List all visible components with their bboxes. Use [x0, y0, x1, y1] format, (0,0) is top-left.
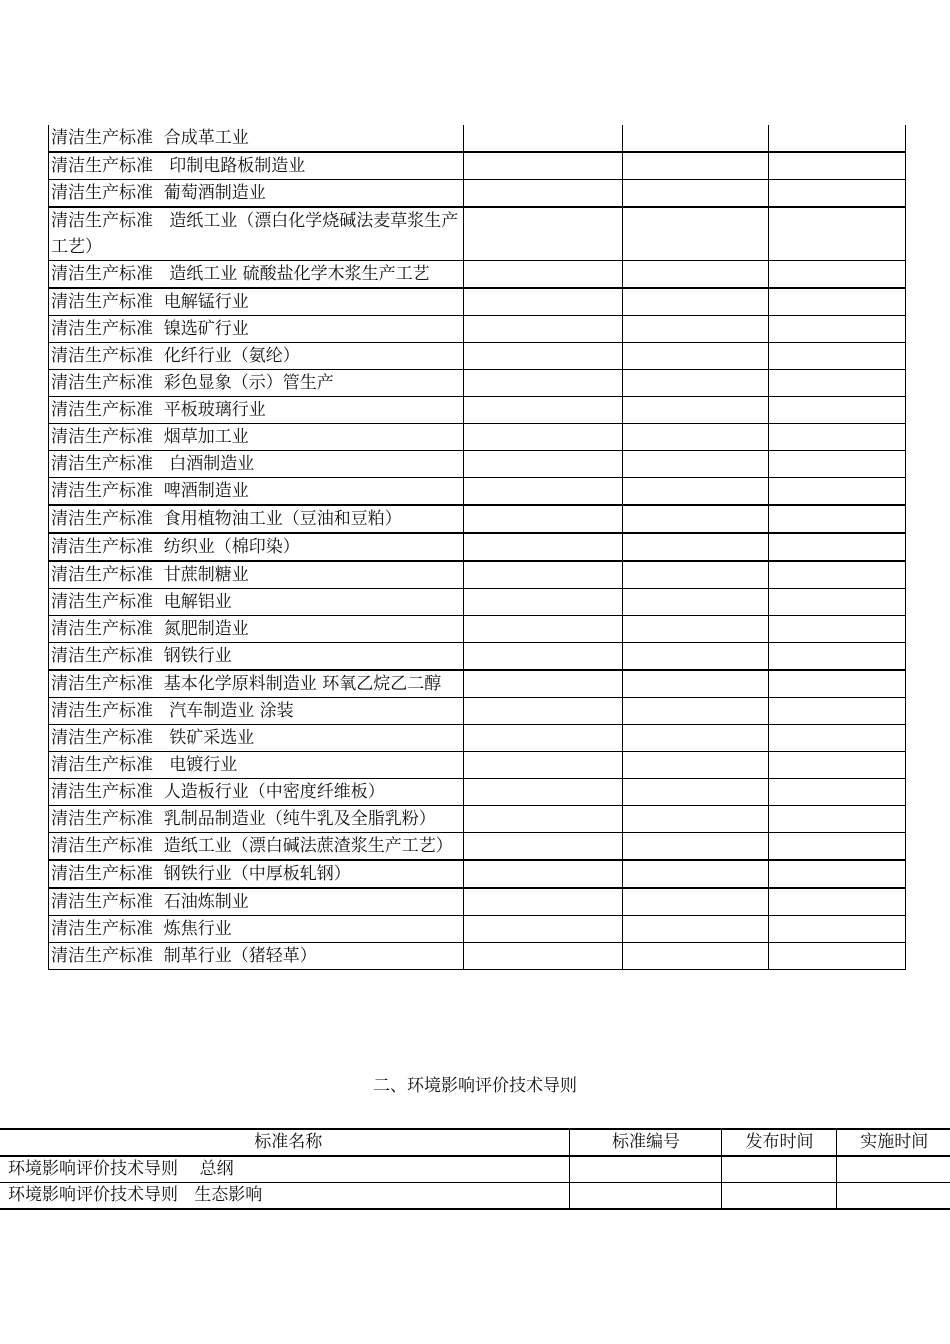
publish-date-cell	[623, 833, 769, 861]
header-standard-name: 标准名称	[0, 1129, 569, 1156]
table-row	[49, 670, 906, 698]
standard-number-cell	[569, 1156, 721, 1183]
standard-number-cell	[464, 533, 623, 561]
standard-number-cell	[464, 752, 623, 779]
standard-name-cell: 环境影响评价技术导则 生态影响	[0, 1183, 569, 1210]
table-row	[49, 888, 906, 916]
publish-date-cell	[623, 752, 769, 779]
standard-number-cell	[569, 1183, 721, 1210]
effective-date-cell	[769, 888, 906, 916]
table-row	[49, 451, 906, 478]
standard-number-cell	[464, 670, 623, 698]
effective-date-cell	[836, 1183, 950, 1210]
standard-name-cell: 环境影响评价技术导则 总纲	[0, 1156, 569, 1183]
standard-name-cell: 清洁生产标准 印制电路板制造业	[49, 152, 464, 180]
publish-date-cell	[623, 616, 769, 643]
publish-date-cell	[623, 207, 769, 261]
standard-number-cell	[464, 916, 623, 943]
standard-name-cell: 清洁生产标准 造纸工业（漂白化学烧碱法麦草浆生产工艺）	[49, 207, 464, 261]
publish-date-cell	[623, 152, 769, 180]
publish-date-cell	[623, 779, 769, 806]
effective-date-cell	[769, 451, 906, 478]
publish-date-cell	[623, 589, 769, 616]
standard-name-cell: 清洁生产标准 电镀行业	[49, 752, 464, 779]
standard-name-cell: 清洁生产标准 白酒制造业	[49, 451, 464, 478]
standard-number-cell	[464, 779, 623, 806]
standard-number-cell	[464, 316, 623, 343]
table-row	[49, 478, 906, 506]
effective-date-cell	[769, 643, 906, 671]
table-row	[49, 643, 906, 671]
effective-date-cell	[769, 261, 906, 289]
effective-date-cell	[769, 316, 906, 343]
standard-number-cell	[464, 833, 623, 861]
effective-date-cell	[769, 343, 906, 370]
standard-number-cell	[464, 180, 623, 208]
standard-number-cell	[464, 397, 623, 424]
table-row	[49, 589, 906, 616]
publish-date-cell	[623, 180, 769, 208]
standard-number-cell	[464, 589, 623, 616]
effective-date-cell	[769, 424, 906, 451]
effective-date-cell	[769, 616, 906, 643]
table-row	[49, 943, 906, 970]
standard-name-cell: 清洁生产标准 铁矿采选业	[49, 725, 464, 752]
standard-name-cell: 清洁生产标准 电解铝业	[49, 589, 464, 616]
standard-name-cell: 清洁生产标准 电解锰行业	[49, 288, 464, 316]
effective-date-cell	[769, 589, 906, 616]
standard-name-cell: 清洁生产标准 汽车制造业 涂装	[49, 698, 464, 725]
table-row	[49, 833, 906, 861]
standard-name-cell: 清洁生产标准 甘蔗制糖业	[49, 561, 464, 589]
standard-number-cell	[464, 561, 623, 589]
publish-date-cell	[623, 533, 769, 561]
standard-number-cell	[464, 505, 623, 533]
standard-number-cell	[464, 424, 623, 451]
publish-date-cell	[623, 343, 769, 370]
publish-date-cell	[623, 261, 769, 289]
standard-name-cell: 清洁生产标准 食用植物油工业（豆油和豆粕）	[49, 505, 464, 533]
standard-number-cell	[464, 261, 623, 289]
table-row	[49, 316, 906, 343]
standard-number-cell	[464, 725, 623, 752]
standard-name-cell: 清洁生产标准 造纸工业（漂白碱法蔗渣浆生产工艺）	[49, 833, 464, 861]
standard-name-cell: 清洁生产标准 化纤行业（氨纶）	[49, 343, 464, 370]
publish-date-cell	[623, 888, 769, 916]
table-row	[49, 424, 906, 451]
standard-number-cell	[464, 288, 623, 316]
table-row	[49, 207, 906, 261]
publish-date-cell	[623, 943, 769, 970]
effective-date-cell	[769, 860, 906, 888]
standard-name-cell: 清洁生产标准 烟草加工业	[49, 424, 464, 451]
table-row	[49, 779, 906, 806]
standard-name-cell: 清洁生产标准 人造板行业（中密度纤维板）	[49, 779, 464, 806]
table-row	[49, 616, 906, 643]
table-header-row	[0, 1129, 950, 1156]
standard-number-cell	[464, 125, 623, 152]
standard-name-cell: 清洁生产标准 合成革工业	[49, 125, 464, 152]
publish-date-cell	[623, 670, 769, 698]
standard-number-cell	[464, 370, 623, 397]
publish-date-cell	[623, 505, 769, 533]
publish-date-cell	[623, 698, 769, 725]
effective-date-cell	[769, 180, 906, 208]
table-row	[49, 370, 906, 397]
standard-name-cell: 清洁生产标准 炼焦行业	[49, 916, 464, 943]
standard-name-cell: 清洁生产标准 彩色显象（示）管生产	[49, 370, 464, 397]
standard-number-cell	[464, 943, 623, 970]
effective-date-cell	[769, 561, 906, 589]
publish-date-cell	[623, 725, 769, 752]
header-standard-number: 标准编号	[569, 1129, 721, 1156]
publish-date-cell	[623, 916, 769, 943]
publish-date-cell	[721, 1183, 836, 1210]
standard-number-cell	[464, 806, 623, 833]
effective-date-cell	[769, 752, 906, 779]
header-effective-date: 实施时间	[836, 1129, 950, 1156]
standard-name-cell: 清洁生产标准 啤酒制造业	[49, 478, 464, 506]
standard-number-cell	[464, 478, 623, 506]
table-row	[49, 806, 906, 833]
standard-name-cell: 清洁生产标准 钢铁行业（中厚板轧钢）	[49, 860, 464, 888]
publish-date-cell	[721, 1156, 836, 1183]
standard-number-cell	[464, 616, 623, 643]
publish-date-cell	[623, 370, 769, 397]
table-row	[49, 343, 906, 370]
standard-number-cell	[464, 451, 623, 478]
effective-date-cell	[769, 725, 906, 752]
table-row	[49, 125, 906, 152]
standard-name-cell: 清洁生产标准 平板玻璃行业	[49, 397, 464, 424]
table-row	[49, 561, 906, 589]
standard-name-cell: 清洁生产标准 石油炼制业	[49, 888, 464, 916]
table-row	[0, 1156, 950, 1183]
effective-date-cell	[769, 152, 906, 180]
standard-number-cell	[464, 343, 623, 370]
effective-date-cell	[769, 943, 906, 970]
publish-date-cell	[623, 424, 769, 451]
effective-date-cell	[769, 806, 906, 833]
standard-number-cell	[464, 152, 623, 180]
eia-guidelines-table	[0, 1128, 950, 1210]
publish-date-cell	[623, 451, 769, 478]
effective-date-cell	[769, 698, 906, 725]
effective-date-cell	[769, 478, 906, 506]
table-row	[49, 288, 906, 316]
table-row	[49, 505, 906, 533]
standard-number-cell	[464, 860, 623, 888]
effective-date-cell	[836, 1156, 950, 1183]
effective-date-cell	[769, 397, 906, 424]
effective-date-cell	[769, 288, 906, 316]
publish-date-cell	[623, 478, 769, 506]
standard-name-cell: 清洁生产标准 钢铁行业	[49, 643, 464, 671]
publish-date-cell	[623, 806, 769, 833]
table-row	[0, 1183, 950, 1210]
standard-number-cell	[464, 207, 623, 261]
publish-date-cell	[623, 561, 769, 589]
publish-date-cell	[623, 316, 769, 343]
standard-number-cell	[464, 698, 623, 725]
standard-name-cell: 清洁生产标准 造纸工业 硫酸盐化学木浆生产工艺	[49, 261, 464, 289]
effective-date-cell	[769, 670, 906, 698]
standard-number-cell	[464, 643, 623, 671]
standard-name-cell: 清洁生产标准 镍选矿行业	[49, 316, 464, 343]
header-publish-date: 发布时间	[721, 1129, 836, 1156]
table-row	[49, 752, 906, 779]
table-row	[49, 860, 906, 888]
standard-name-cell: 清洁生产标准 纺织业（棉印染）	[49, 533, 464, 561]
effective-date-cell	[769, 779, 906, 806]
effective-date-cell	[769, 833, 906, 861]
table-row	[49, 698, 906, 725]
table-row	[49, 397, 906, 424]
table-row	[49, 916, 906, 943]
table-row	[49, 261, 906, 289]
publish-date-cell	[623, 125, 769, 152]
standard-name-cell: 清洁生产标准 葡萄酒制造业	[49, 180, 464, 208]
standard-name-cell: 清洁生产标准 乳制品制造业（纯牛乳及全脂乳粉）	[49, 806, 464, 833]
standard-name-cell: 清洁生产标准 制革行业（猪轻革）	[49, 943, 464, 970]
clean-production-standards-table	[48, 125, 906, 970]
publish-date-cell	[623, 288, 769, 316]
effective-date-cell	[769, 533, 906, 561]
publish-date-cell	[623, 397, 769, 424]
standard-name-cell: 清洁生产标准 基本化学原料制造业 环氧乙烷乙二醇	[49, 670, 464, 698]
effective-date-cell	[769, 207, 906, 261]
publish-date-cell	[623, 643, 769, 671]
table-row	[49, 180, 906, 208]
effective-date-cell	[769, 916, 906, 943]
publish-date-cell	[623, 860, 769, 888]
table-row	[49, 152, 906, 180]
effective-date-cell	[769, 505, 906, 533]
standard-number-cell	[464, 888, 623, 916]
effective-date-cell	[769, 125, 906, 152]
effective-date-cell	[769, 370, 906, 397]
standard-name-cell: 清洁生产标准 氮肥制造业	[49, 616, 464, 643]
table-row	[49, 725, 906, 752]
section-heading: 二、环境影响评价技术导则	[373, 1076, 577, 1096]
table-row	[49, 533, 906, 561]
